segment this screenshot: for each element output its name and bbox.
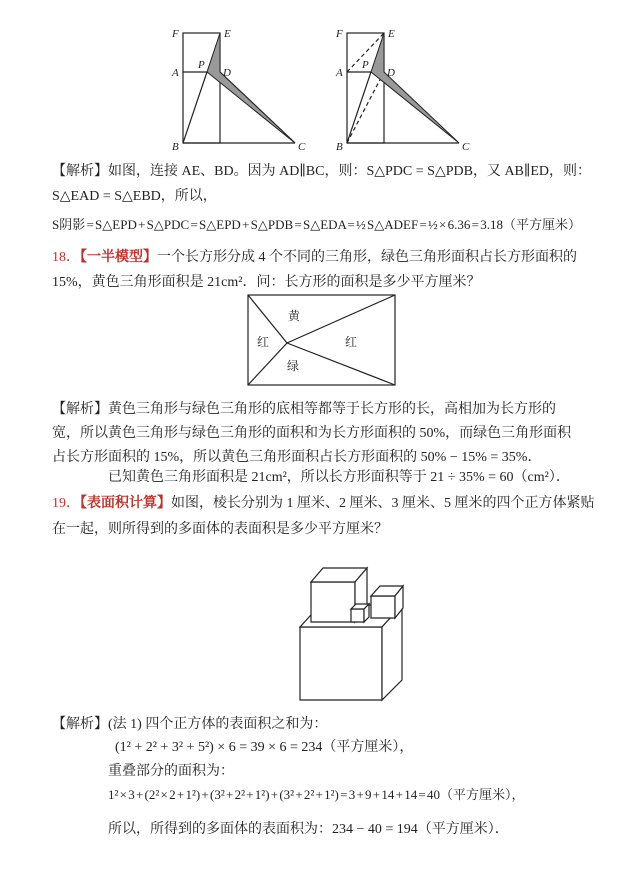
svg-text:P: P bbox=[198, 59, 205, 71]
svg-text:红: 红 bbox=[257, 335, 270, 349]
question-18-line-2: 15%，黄色三角形面积是 21cm²．问：长方形的面积是多少平方厘米？ bbox=[52, 275, 481, 290]
solution-18-line-4: 已知黄色三角形面积是 21cm²，所以长方形面积等于 21 ÷ 35% = 60（cm²）． bbox=[108, 470, 570, 485]
solution-18-line-2: 宽，所以黄色三角形与绿色三角形的面积和为长方形面积的 50%，而绿色三角形面积 bbox=[52, 426, 572, 441]
svg-text:A: A bbox=[336, 67, 343, 79]
solution-17-line-1: 【解析】如图，连接 AE、BD。因为 AD∥BC，则：S△PDC = S△PDB，又 AB∥ED，则： bbox=[52, 164, 592, 179]
solution-17-line-2: S△EAD = S△EBD，所以， bbox=[52, 189, 217, 204]
question-19-line-2: 在一起，则所得到的多面体的表面积是多少平方厘米？ bbox=[52, 522, 388, 537]
question-number: 19． bbox=[52, 496, 80, 511]
solution-18-line-3: 占长方形面积的 15%，所以黄色三角形面积占长方形面积的 50% − 15% = 35%． bbox=[52, 450, 542, 465]
solution-19-line-1: 【解析】(法 1) 四个正方体的表面积之和为： bbox=[52, 717, 328, 732]
svg-text:E: E bbox=[388, 28, 395, 40]
solution-18-line-1: 【解析】黄色三角形与绿色三角形的底相等都等于长方形的长，高相加为长方形的 bbox=[52, 402, 556, 417]
question-text: 如图，棱长分别为 1 厘米、2 厘米、3 厘米、5 厘米的四个正方体紧贴 bbox=[171, 496, 595, 511]
svg-text:黄: 黄 bbox=[288, 309, 301, 323]
svg-text:P: P bbox=[362, 59, 369, 71]
svg-text:F: F bbox=[336, 28, 343, 40]
solution-19-line-4: 1² × 3 + (2² × 2 + 1²) + (3² + 2² + 1²) + (3² + 2² + 1²) = 3 + 9 + 14 + 14 = 40（平方厘米）， bbox=[108, 787, 525, 802]
svg-text:C: C bbox=[298, 141, 306, 153]
svg-text:B: B bbox=[172, 141, 179, 153]
svg-text:红: 红 bbox=[345, 335, 358, 349]
svg-text:D: D bbox=[387, 67, 395, 79]
svg-text:绿: 绿 bbox=[287, 359, 300, 373]
svg-text:E: E bbox=[224, 28, 231, 40]
question-number: 18． bbox=[52, 250, 80, 265]
question-text: 一个长方形分成 4 个不同的三角形，绿色三角形面积占长方形面积的 bbox=[157, 250, 577, 265]
question-tag: 【一半模型】 bbox=[80, 250, 157, 265]
solution-19-line-2: (1² + 2² + 3² + 5²) × 6 = 39 × 6 = 234（平方厘米）， bbox=[115, 740, 414, 755]
svg-text:F: F bbox=[172, 28, 179, 40]
solution-19-line-3: 重叠部分的面积为： bbox=[108, 764, 234, 779]
solution-17-line-3: S阴影 = S△EPD + S△PDC = S△EPD + S△PDB = S△EDA = ½ S△ADEF = ½ × 6.36 = 3.18（平方厘米） bbox=[52, 217, 581, 232]
svg-text:C: C bbox=[462, 141, 470, 153]
svg-text:A: A bbox=[172, 67, 179, 79]
svg-text:B: B bbox=[336, 141, 343, 153]
solution-19-line-5: 所以，所得到的多面体的表面积为：234 − 40 = 194（平方厘米）． bbox=[108, 822, 509, 837]
question-tag: 【表面积计算】 bbox=[80, 496, 171, 511]
svg-text:D: D bbox=[223, 67, 231, 79]
